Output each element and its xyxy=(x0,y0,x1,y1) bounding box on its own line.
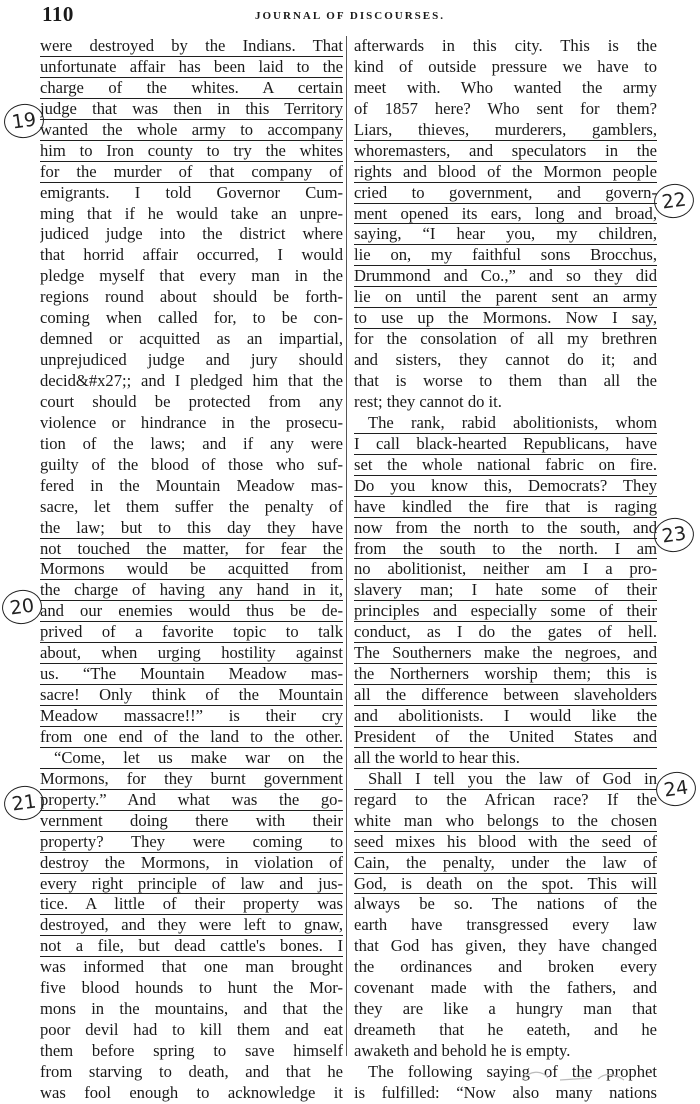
text-line: the Northerners worship them; this is xyxy=(354,664,657,684)
text-line: Cain, the penalty, under the law of xyxy=(354,852,657,872)
text-line: “Come, let us make war on the xyxy=(40,748,343,769)
text-line: from one end of the land to the other. xyxy=(40,726,343,746)
text-line: Do you know this, Democrats? They xyxy=(354,475,657,495)
text-line: about, when urging hostility against xyxy=(40,643,343,663)
text-line: unprejudiced judge and jury should xyxy=(40,350,343,370)
text-line: mons in the mountains, and that the xyxy=(40,999,343,1019)
text-line: the ordinances and broken every xyxy=(354,957,657,977)
text-line: prived of a favorite topic to talk xyxy=(40,622,343,642)
text-line: every right principle of law and jus- xyxy=(40,873,343,893)
text-line: rest; they cannot do it. xyxy=(354,391,502,411)
text-line: always be so. The nations of the xyxy=(354,894,657,914)
text-line: five blood hounds to hunt the Mor- xyxy=(40,978,343,998)
text-line: from starving to death, and that he xyxy=(40,1061,343,1081)
text-line: pledge myself that every man in the xyxy=(40,266,343,286)
text-line: judiced judge into the district where xyxy=(40,224,343,244)
text-line: meet with. Who wanted the army xyxy=(354,77,657,97)
text-line: set the whole national fabric on fire. xyxy=(354,454,657,474)
text-line: ming that if he would take an unpre- xyxy=(40,203,343,223)
text-line: from the south to the north. I am xyxy=(354,538,657,558)
text-line: not touched the matter, for fear the xyxy=(40,538,343,558)
text-line: they are like a hungry man that xyxy=(354,999,657,1019)
page-header xyxy=(0,0,700,40)
text-line: President of the United States and xyxy=(354,726,657,746)
text-line: property? They were coming to xyxy=(40,831,343,851)
pencil-scribble-icon xyxy=(520,1068,630,1082)
text-line: for the consolation of all my brethren xyxy=(354,329,657,349)
text-line: ment opened its ears, long and broad, xyxy=(354,203,657,223)
text-line: poor devil had to kill them and eat xyxy=(40,1020,343,1040)
text-line: slavery man; I hate some of their xyxy=(354,580,657,600)
text-line: them before spring to save himself xyxy=(40,1041,343,1060)
text-line: have kindled the fire that is raging xyxy=(354,496,657,516)
text-line: judge that was then in this Territory xyxy=(40,98,343,118)
text-line: destroyed, and they were left to gnaw, xyxy=(40,915,343,935)
text-line: fered in the Mountain Meadow mas- xyxy=(40,475,343,495)
text-line: sacre! Only think of the Mountain xyxy=(40,685,343,705)
text-line: Liars, thieves, murderers, gamblers, xyxy=(354,119,657,139)
text-line: coming when called for, to be con- xyxy=(40,308,343,328)
text-line: the charge of having any hand in it, xyxy=(40,580,343,600)
margin-marker-22: 22 xyxy=(652,181,696,220)
text-line: The following saying of the prophet xyxy=(368,1061,657,1081)
column-divider xyxy=(346,36,347,1056)
text-line: us. “The Mountain Meadow mas- xyxy=(40,664,343,684)
text-line: rights and blood of the Mormon people xyxy=(354,161,657,181)
margin-marker-23: 23 xyxy=(652,515,696,554)
text-line: regions round about should be forth- xyxy=(40,287,343,307)
text-line: tice. A little of their property was xyxy=(40,894,343,914)
text-line: charge of the whites. A certain xyxy=(40,77,343,97)
text-line: was fool enough to acknowledge it xyxy=(40,1082,343,1102)
margin-marker-19: 19 xyxy=(2,101,46,140)
text-line: violence or hindrance in the prosecu- xyxy=(40,412,343,432)
text-line: principles and especially some of their xyxy=(354,601,657,621)
text-line: lie on, my faithful sons Brocchus, xyxy=(354,245,657,265)
text-line: were destroyed by the Indians. That xyxy=(40,36,343,55)
text-line: earth have transgressed every law xyxy=(354,915,657,935)
text-line: that is worse to them than all the xyxy=(354,371,657,390)
text-line: was informed that one man brought xyxy=(40,957,343,977)
text-line: dreameth that he eateth, and he xyxy=(354,1020,657,1040)
text-line: Drummond and Co.,” and so they did xyxy=(354,266,657,286)
text-line: whoremasters, and speculators in the xyxy=(354,140,657,160)
text-line: the law; but to this day they have xyxy=(40,517,343,537)
text-line: demned or acquitted as an impartial, xyxy=(40,329,343,349)
text-line: regard to the African race? If the xyxy=(354,789,657,809)
margin-marker-24: 24 xyxy=(654,769,698,808)
page-number: 110 xyxy=(42,2,74,26)
text-line: covenant made with the fathers, and xyxy=(354,978,657,998)
text-line: of 1857 here? Who sent for them? xyxy=(354,98,657,118)
text-line: and sisters, they cannot do it; and xyxy=(354,350,657,370)
text-line: The rank, rabid abolitionists, whom xyxy=(354,413,657,434)
text-line: court should be protected from any xyxy=(40,391,343,411)
text-line: him to Iron county to try the whites xyxy=(40,140,343,160)
text-line: is fulfilled: “Now also many nations xyxy=(354,1082,657,1102)
margin-marker-21: 21 xyxy=(2,783,46,822)
text-line: all the difference between slaveholders xyxy=(354,685,657,705)
right-column xyxy=(354,36,657,1104)
text-line: all the world to hear this. xyxy=(354,748,657,769)
text-line: afterwards in this city. This is the xyxy=(354,36,657,55)
text-line: Mormons would be acquitted from xyxy=(40,559,343,579)
text-line: The Southerners make the negroes, and xyxy=(354,643,657,663)
text-line: sacre, let them suffer the penalty of xyxy=(40,496,343,516)
text-line: destroy the Mormons, in violation of xyxy=(40,852,343,872)
text-line: saying, “I hear you, my children, xyxy=(354,224,657,244)
text-line: God, is death on the spot. This will xyxy=(354,873,657,893)
text-line: lie on until the parent sent an army xyxy=(354,287,657,307)
running-head: JOURNAL OF DISCOURSES. xyxy=(255,10,445,22)
text-line: Meadow massacre!!” is their cry xyxy=(40,706,343,725)
text-line: for the murder of that company of xyxy=(40,161,343,181)
left-column xyxy=(40,36,343,1104)
text-line: cried to government, and govern- xyxy=(354,182,657,202)
text-line: tion of the laws; and if any were xyxy=(40,433,343,453)
text-line: I call black-hearted Republicans, have xyxy=(354,433,657,453)
text-line: that God has given, they have changed xyxy=(354,936,657,956)
text-line: and abolitionists. I would like the xyxy=(354,706,657,725)
text-line: to use up the Mormons. Now I say, xyxy=(354,308,657,328)
text-line: emigrants. I told Governor Cum- xyxy=(40,182,343,202)
text-line: now from the north to the south, and xyxy=(354,517,657,537)
text-line: that horrid affair occurred, I would xyxy=(40,245,343,265)
text-line: guilty of the blood of those who suf- xyxy=(40,454,343,474)
text-line: not a file, but dead cattle's bones. I xyxy=(40,936,343,956)
text-line: decid&#x27;; and I pledged him that the xyxy=(40,371,343,390)
text-line: conduct, as I do the gates of hell. xyxy=(354,622,657,642)
text-line: no abolitionist, neither am I a pro- xyxy=(354,559,657,579)
margin-marker-20: 20 xyxy=(0,587,44,626)
text-line: awaketh and behold he is empty. xyxy=(354,1041,571,1060)
text-line: Shall I tell you the law of God in xyxy=(354,769,657,790)
text-line: kind of outside pressure we have to xyxy=(354,56,657,76)
text-line: and our enemies would thus be de- xyxy=(40,601,343,621)
text-line: white man who belongs to the chosen xyxy=(354,810,657,830)
text-line: unfortunate affair has been laid to the xyxy=(40,56,343,76)
text-line: property.” And what was the go- xyxy=(40,789,343,809)
text-line: Mormons, for they burnt government xyxy=(40,768,343,788)
text-line: vernment doing there with their xyxy=(40,810,343,830)
text-line: wanted the whole army to accompany xyxy=(40,119,343,139)
text-line: seed mixes his blood with the seed of xyxy=(354,831,657,851)
